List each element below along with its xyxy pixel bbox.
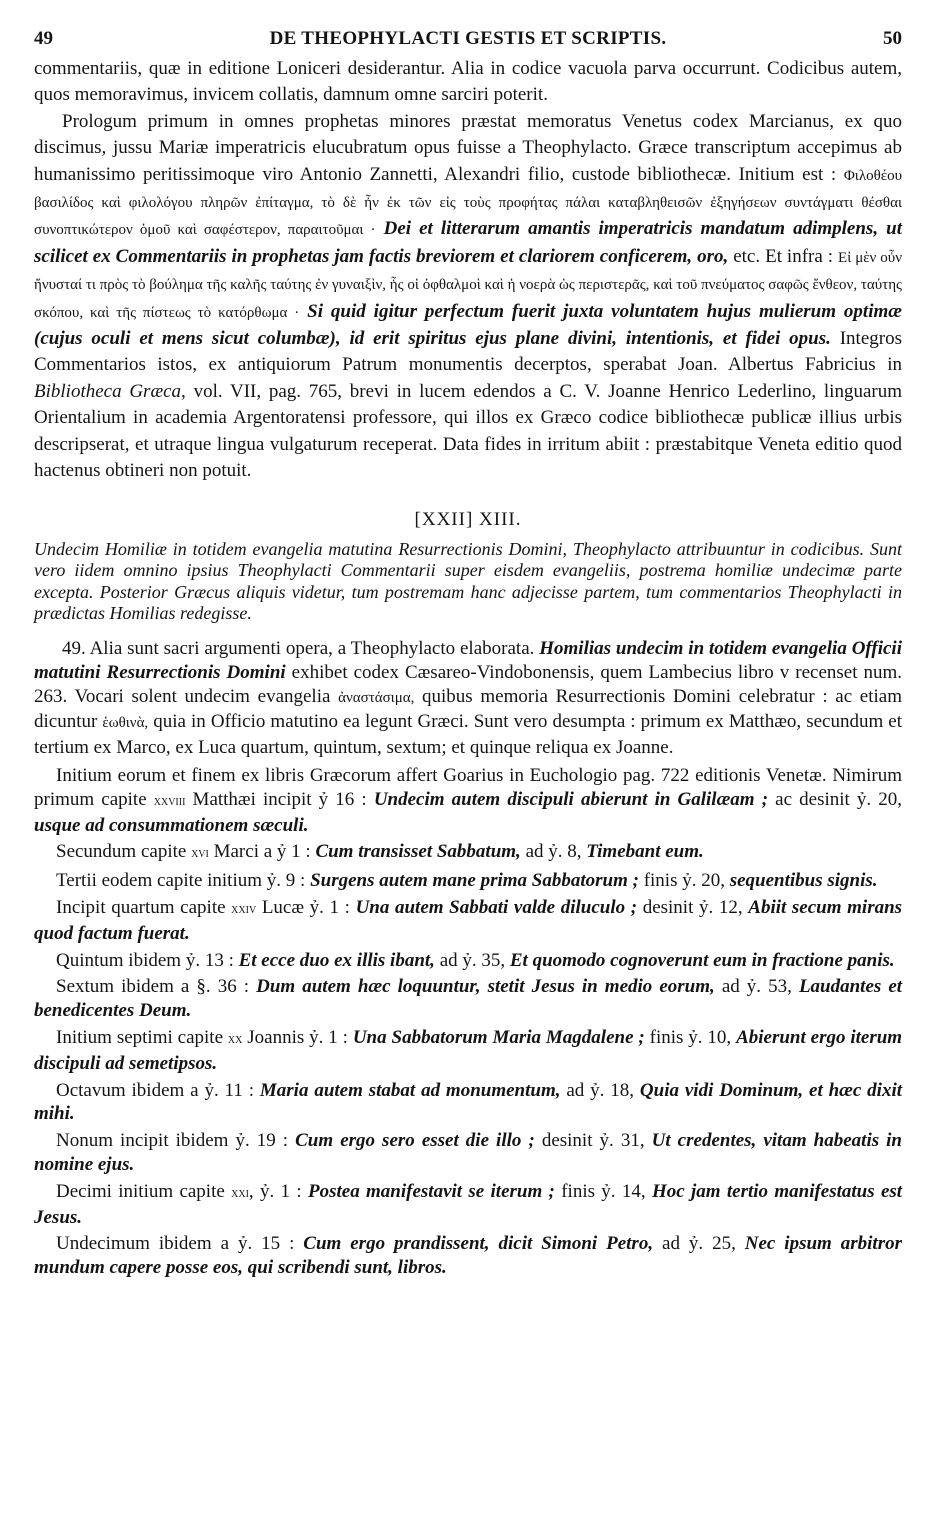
para49-text-e: quia in Officio matutino ea legunt Græci. Sunt vero desumpta : primum ex Matthæo, secundum et tertium ex Marco, ex Luca quartum, quintum, sextum; et quinque reliqua ex Joanne. (34, 711, 903, 758)
prologue-text-a: Prologum primum in omnes prophetas minores præstat memoratus Venetus codex Marcianus, ex quo discimus, jussu Mariæ imperatricis elucubratum opus fuisse a Theophylacto. Græce transcriptum accepimus ab humanissimo peritissimoque viro Antonio Zannetti, Alexandri filio, custode bibliothecæ. Initium est : (34, 110, 902, 185)
gospel-entry (34, 840, 902, 866)
gospel-entry (34, 764, 902, 837)
incipit: Cum transisset Sabbatum, (315, 841, 521, 863)
greek-quote-2: Εἰ μὲν οὖν ἤνυσταί τι πρὸς τὸ βούλημα τῆς καλῆς ταύτης ἐν γυναιξὶν, ἧς οἱ ὀφθαλμοὶ καὶ ἡ νοερὰ ὡς περιστερᾶς, καὶ τοῦ πνεύματος σαφῶς ἔνθεον, ταύτης σκόπου, καὶ τῆς πίστεως τὸ κατόρθωμα · (34, 249, 902, 321)
incipit: Dum autem hæc loquuntur, stetit Jesus in medio eorum, (256, 976, 715, 998)
incipit: Una Sabbatorum Maria Magdalene ; (352, 1026, 645, 1048)
entry-text: ac desinit ỷ. 20, (775, 788, 903, 810)
gospel-entry (34, 896, 902, 946)
entry-text: Nonum incipit ibidem ỷ. 19 : (56, 1130, 289, 1152)
greek-eothina: ἑωθινὰ, (102, 715, 149, 732)
greek-anastasima: ἀναστάσιμα, (338, 690, 415, 707)
paragraph-number: 49. (62, 637, 86, 659)
prologue-text-c: Integros Commentarios istos, ex antiquiorum Patrum monumentis decerptos, sperabat Joan. Albertus Fabricius in (34, 328, 902, 376)
gospel-entry (34, 1232, 902, 1280)
paragraph-prologue (34, 109, 902, 485)
chapter-numeral: xx (227, 1031, 243, 1047)
entry-text: ad ỷ. 18, (566, 1079, 635, 1101)
gospel-entry (34, 1180, 902, 1230)
entry-text: Initium septimi capite (56, 1026, 224, 1048)
explicit: Timebant eum. (586, 841, 704, 863)
chapter-numeral: xxi (231, 1185, 249, 1201)
explicit: Hoc jam tertio manifestatus est Jesus. (34, 1180, 903, 1228)
chapter-numeral: xxiv (231, 901, 257, 917)
explicit: usque ad consummationem sæculi. (34, 814, 309, 836)
incipit: Una autem Sabbati valde diluculo ; (355, 896, 638, 918)
entry-text: Quintum ibidem ỷ. 13 : (56, 949, 234, 971)
para49-text-c: exhibet codex Cæsareo-Vindobonensis, quem Lambecius libro v recenset num. 263. Vocari solent undecim evangelia (34, 661, 903, 708)
explicit: Et quomodo cognoverunt eum in fractione panis. (509, 949, 895, 971)
entry-text: , ỷ. 1 : (248, 1180, 302, 1202)
entry-text: Undecimum ibidem a ỷ. 15 : (56, 1233, 295, 1255)
explicit: Abierunt ergo iterum discipuli ad semetipsos. (34, 1026, 903, 1074)
prologue-text-d: vol. VII, pag. 765, brevi in lucem edendos a C. V. Joanne Henrico Lederlino, linguarum Orientalium in academia Argentoratensi professore, qui illos ex Græco codice bibliothecæ publicæ illius urbis descripserat, et utraque lingua vulgaturum receperat. Data fides in irritum abiit : præstabitque Veneta editio quod hactenus obtineri non potuit. (34, 380, 902, 482)
gospel-entry (34, 869, 902, 893)
gospel-entry (34, 1129, 902, 1177)
entry-text: Joannis ỷ. 1 : (247, 1026, 348, 1048)
incipit: Undecim autem discipuli abierunt in Galilæam ; (373, 788, 769, 810)
entry-text: Incipit quartum capite (56, 896, 226, 918)
page-number-right: 50 (883, 28, 902, 49)
running-title: DE THEOPHYLACTI GESTIS ET SCRIPTIS. (269, 28, 667, 49)
paragraph-49 (34, 637, 902, 760)
entry-text: Octavum ibidem a ỷ. 11 : (56, 1079, 255, 1101)
intro-text (34, 56, 902, 485)
incipit: Postea manifestavit se iterum ; (307, 1180, 555, 1202)
entry-text: finis ỷ. 20, (643, 870, 725, 892)
entry-text: Lucæ ỷ. 1 : (261, 896, 350, 918)
entry-text: Matthæi incipit ỷ 16 : (192, 788, 367, 810)
gospel-entry (34, 1079, 902, 1127)
para49-text-a: Alia sunt sacri argumenti opera, a Theophylacto elaborata. (89, 637, 535, 659)
entry-text: Sextum ibidem a §. 36 : (56, 976, 250, 998)
explicit: Abiit secum mirans quod factum fuerat. (34, 896, 903, 944)
entry-text: Marci a ỷ 1 : (213, 841, 311, 863)
entry-text: Tertii eodem capite initium ỷ. 9 : (56, 870, 306, 892)
greek-quote-1: Φιλοθέου βασιλίδος καὶ φιλολόγου πληρῶν ἐπίταγμα, τὸ δὲ ἦν ἐκ τῶν εἰς τοὺς προφήτας πάλαι καταβληθεισῶν ἐξηγήσεων συντάγματι θέσθαι συνοπτικώτερον ὁμοῦ καὶ σαφέστερον, παραιτοῦμαι · (34, 167, 903, 239)
incipit: Cum ergo prandissent, dicit Simoni Petro, (303, 1233, 654, 1255)
explicit: sequentibus signis. (729, 870, 878, 892)
gospel-list (34, 764, 902, 1280)
gospel-entry (34, 949, 902, 973)
running-header (34, 28, 902, 56)
section-heading: [XXII] XIII. (414, 508, 522, 530)
latin-quote-2: Si quid igitur perfectum fuerit juxta voluntatem hujus mulierum optimæ (cujus oculi et mens sicut columbæ), id erit spiritus ejus plane divini, intentionis, et fidei opus. (34, 300, 902, 350)
prologue-text-b: etc. Et infra : (733, 245, 834, 267)
latin-quote-1: Dei et litterarum amantis imperatricis mandatum adimplens, ut scilicet ex Commentariis in prophetas jam factis breviorem et clariorem conficerem, oro, (34, 218, 902, 267)
entry-text: desinit ỷ. 31, (541, 1130, 645, 1152)
page-number-left: 49 (34, 28, 53, 49)
entry-text: ad ỷ. 35, (439, 949, 506, 971)
incipit: Cum ergo sero esset die illo ; (295, 1130, 535, 1152)
entry-text: desinit ỷ. 12, (642, 896, 743, 918)
para49-text-d: quibus memoria Resurrectionis Domini celebratur : ac etiam dicuntur (34, 686, 903, 733)
entry-text: finis ỷ. 14, (561, 1180, 646, 1202)
para49-homilias: Homilias undecim in totidem evangelia Officii matutini Resurrectionis Domini (34, 637, 902, 683)
entry-text: finis ỷ. 10, (649, 1026, 732, 1048)
explicit: Nec ipsum arbitror mundum capere posse eos, qui scribendi sunt, libros. (34, 1233, 902, 1279)
chapter-numeral: xxviii (153, 793, 186, 809)
entry-text: Decimi initium capite (56, 1180, 225, 1202)
gospel-entry (34, 975, 902, 1023)
entry-text: ad ỷ. 53, (721, 976, 792, 998)
paragraph-continuation: commentariis, quæ in editione Loniceri desiderantur. Alia in codice vacuola parva occurrunt. Codicibus autem, quos memoravimus, invicem collatis, damnum omne sarciri poterit. (34, 58, 902, 106)
explicit: Quia vidi Dominum, et hæc dixit mihi. (34, 1079, 903, 1125)
incipit: Maria autem stabat ad monumentum, (259, 1079, 561, 1101)
gospel-entry (34, 1026, 902, 1076)
bibliotheca-title: Bibliotheca Græca, (34, 380, 186, 402)
explicit: Ut credentes, vitam habeatis in nomine ejus. (34, 1130, 903, 1175)
chapter-numeral: xvi (191, 846, 209, 862)
page (34, 28, 902, 1283)
incipit: Et ecce duo ex illis ibant, (238, 949, 435, 971)
explicit: Laudantes et benedicentes Deum. (34, 976, 903, 1022)
entry-text: Initium eorum et finem ex libris Græcorum affert Goarius in Euchologio pag. 722 editionis Venetæ. Nimirum primum capite (34, 764, 902, 810)
entry-text: ad ỷ. 25, (662, 1233, 736, 1255)
entry-text: ad ỷ. 8, (525, 841, 582, 863)
entry-text: Secundum capite (56, 841, 187, 863)
section-summary: Undecim Homiliæ in totidem evangelia matutina Resurrectionis Domini, Theophylacto attribuuntur in codicibus. Sunt vero iidem omnino ipsius Theophylacti Commentarii super eisdem evangeliis, postrema homiliæ undecimæ parte excepta. Posterior Græcus aliquis videtur, tum postremam hanc adjecisse partem, tum commentarios Theophylacti in prædictas Homilias redegisse. (34, 538, 902, 623)
incipit: Surgens autem mane prima Sabbatorum ; (310, 870, 639, 892)
